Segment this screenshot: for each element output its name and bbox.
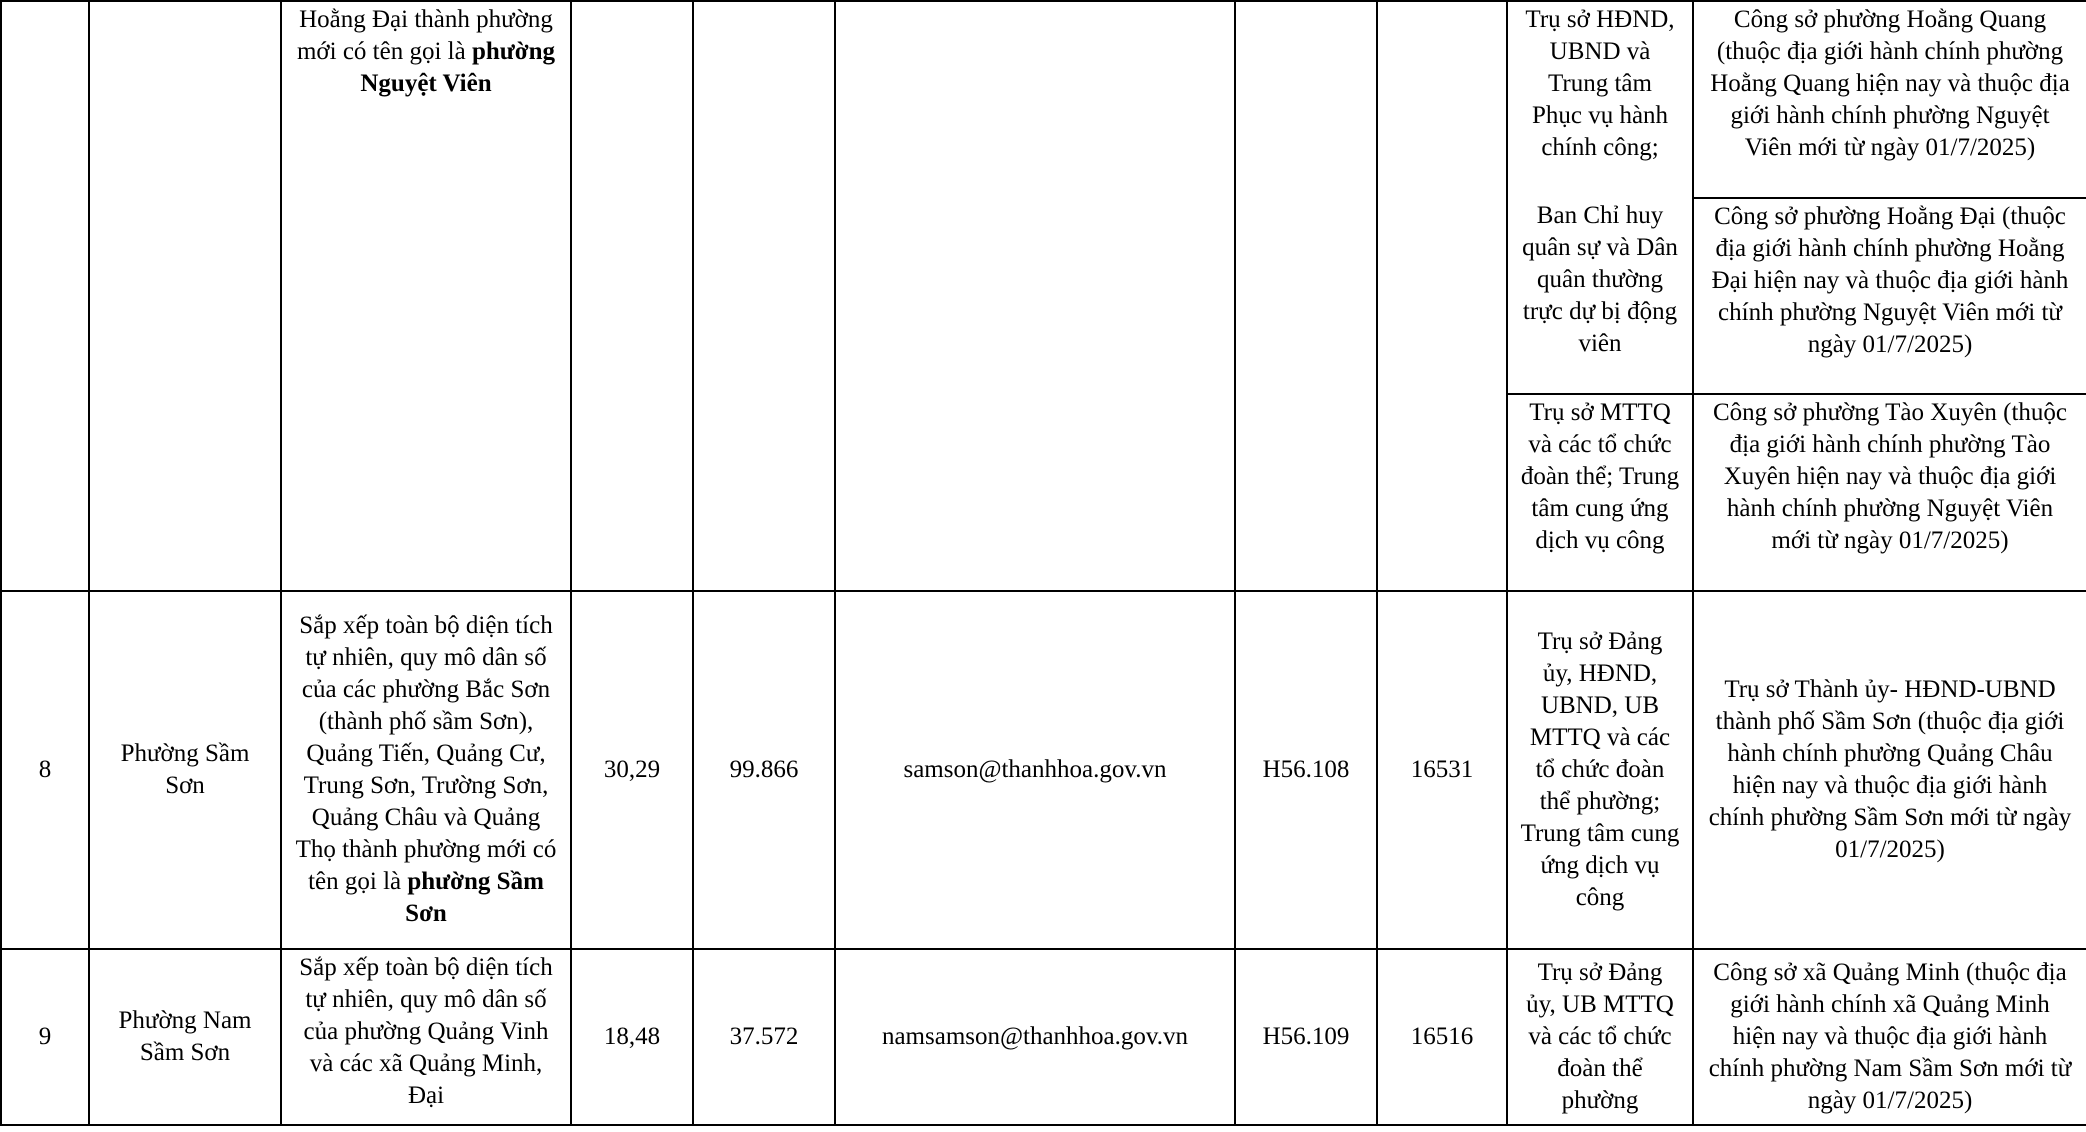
stt-cell <box>1 1 89 591</box>
area-cell: 30,29 <box>571 591 693 949</box>
table-row <box>1 1 2086 198</box>
population-cell <box>693 1 835 591</box>
unit-code-cell: 16516 <box>1377 949 1507 1125</box>
unit-code-cell: 16531 <box>1377 591 1507 949</box>
email-cell: samson@thanhhoa.gov.vn <box>835 591 1235 949</box>
table-row <box>1 949 2086 1125</box>
population-cell: 37.572 <box>693 949 835 1125</box>
table-row <box>1 591 2086 949</box>
email-cell: namsamson@thanhhoa.gov.vn <box>835 949 1235 1125</box>
unit-name-cell <box>89 1 281 591</box>
stt-cell: 8 <box>1 591 89 949</box>
office-location-cell: Công sở phường Hoằng Đại (thuộc địa giới hành chính phường Hoằng Đại hiện nay và thuộc địa giới hành chính phường Nguyệt Viên mới từ ngày 01/7/2025) <box>1693 198 2086 394</box>
office-location-cell: Công sở xã Quảng Minh (thuộc địa giới hành chính xã Quảng Minh hiện nay và thuộc địa giới hành chính phường Nam Sầm Sơn mới từ ngày 01/7/2025) <box>1693 949 2086 1125</box>
office-function-cell: Ban Chỉ huy quân sự và Dân quân thường trực dự bị động viên <box>1507 198 1693 394</box>
unit-name-cell: Phường Sầm Sơn <box>89 591 281 949</box>
office-function-cell: Trụ sở Đảng ủy, UB MTTQ và các tổ chức đoàn thể phường <box>1507 949 1693 1125</box>
email-cell <box>835 1 1235 591</box>
description-cell: Sắp xếp toàn bộ diện tích tự nhiên, quy mô dân số của các phường Bắc Sơn (thành phố sầm Sơn), Quảng Tiến, Quảng Cư, Trung Sơn, Trường Sơn, Quảng Châu và Quảng Thọ thành phường mới có tên gọi là phường Sầm Sơn <box>281 591 571 949</box>
stt-cell: 9 <box>1 949 89 1125</box>
area-cell <box>571 1 693 591</box>
code-cell: H56.109 <box>1235 949 1377 1125</box>
office-function-cell: Trụ sở Đảng ủy, HĐND, UBND, UB MTTQ và các tổ chức đoàn thể phường; Trung tâm cung ứng dịch vụ công <box>1507 591 1693 949</box>
code-cell: H56.108 <box>1235 591 1377 949</box>
area-cell: 18,48 <box>571 949 693 1125</box>
office-location-cell: Trụ sở Thành ủy- HĐND-UBND thành phố Sầm Sơn (thuộc địa giới hành chính phường Quảng Châu hiện nay và thuộc địa giới hành chính phường Sầm Sơn mới từ ngày 01/7/2025) <box>1693 591 2086 949</box>
office-function-cell: Trụ sở HĐND, UBND và Trung tâm Phục vụ hành chính công; <box>1507 1 1693 198</box>
unit-code-cell <box>1377 1 1507 591</box>
population-cell: 99.866 <box>693 591 835 949</box>
office-location-cell: Công sở phường Hoằng Quang (thuộc địa giới hành chính phường Hoằng Quang hiện nay và thuộc địa giới hành chính phường Nguyệt Viên mới từ ngày 01/7/2025) <box>1693 1 2086 198</box>
code-cell <box>1235 1 1377 591</box>
office-function-cell: Trụ sở MTTQ và các tổ chức đoàn thể; Trung tâm cung ứng dịch vụ công <box>1507 394 1693 591</box>
unit-name-cell: Phường Nam Sầm Sơn <box>89 949 281 1125</box>
description-cell: Hoằng Đại thành phường mới có tên gọi là phường Nguyệt Viên <box>281 1 571 591</box>
description-cell: Sắp xếp toàn bộ diện tích tự nhiên, quy mô dân số của phường Quảng Vinh và các xã Quảng Minh, Đại <box>281 949 571 1125</box>
office-location-cell: Công sở phường Tào Xuyên (thuộc địa giới hành chính phường Tào Xuyên hiện nay và thuộc địa giới hành chính phường Nguyệt Viên mới từ ngày 01/7/2025) <box>1693 394 2086 591</box>
